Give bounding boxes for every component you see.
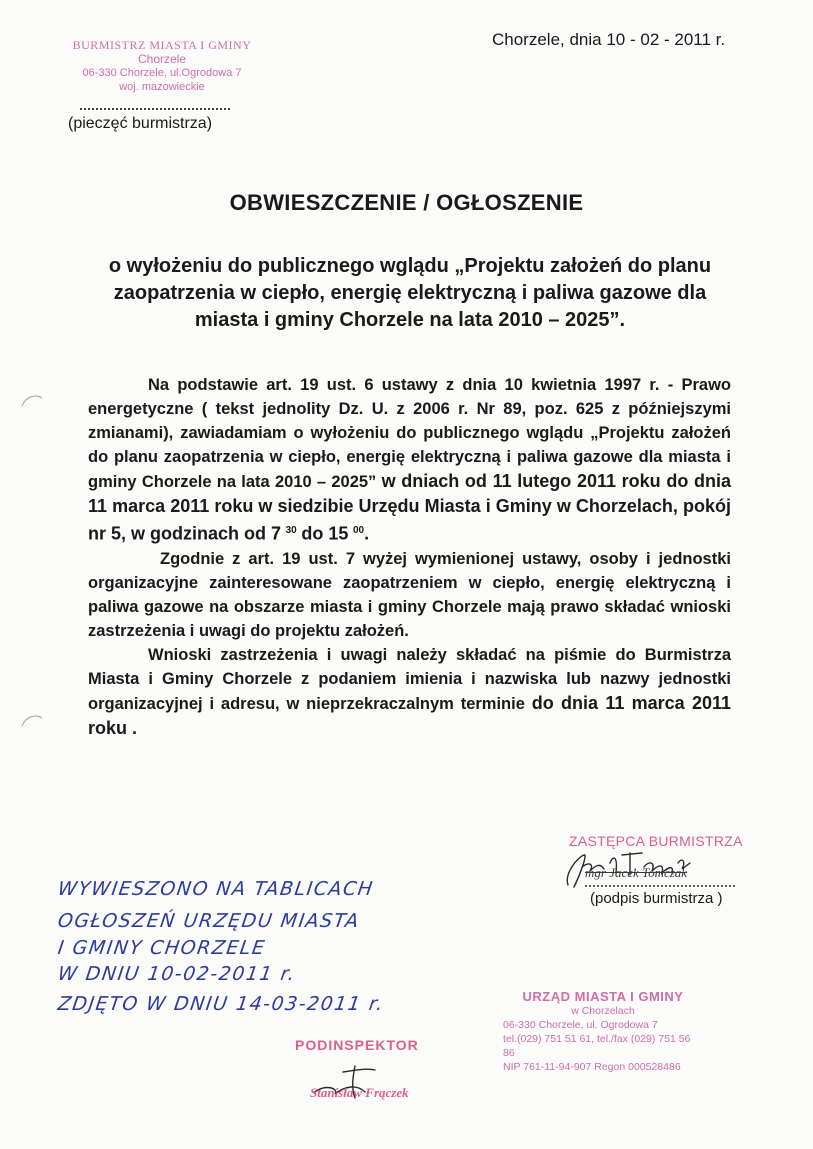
time-end-minutes: 00: [352, 525, 365, 536]
handwritten-line-2: OGŁOSZEŃ URZĘDU MIASTA: [56, 910, 362, 932]
paragraph-1-end: .: [364, 523, 370, 544]
paragraph-1: [88, 373, 731, 547]
paragraph-3-text-b: do dnia 11 marca 2011 roku .: [88, 692, 731, 738]
punch-hole-mark-icon: [20, 710, 44, 730]
deputy-mayor-stamp: ZASTĘPCA BURMISTRZA: [569, 833, 743, 849]
handwritten-line-3: I GMINY CHORZELE: [56, 937, 268, 959]
time-start-minutes: 30: [285, 525, 297, 536]
handwritten-line-5: ZDJĘTO W DNIU 14-03-2011 r.: [56, 993, 386, 1015]
paragraph-3-text-a: Wnioski zastrzeżenia i uwagi należy składać na piśmie do Burmistrza Miasta i Gminy Chorzele z podaniem imienia i nazwiska lub nazwy jednostki organizacyjnej i adresu, w nieprzekraczalnym terminie: [88, 645, 731, 713]
document-date: Chorzele, dnia 10 - 02 - 2011 r.: [492, 30, 726, 49]
document-title: OBWIESZCZENIE / OGŁOSZENIE: [229, 190, 584, 215]
signature-dotted-line: [585, 885, 735, 887]
seal-label: (pieczęć burmistrza): [68, 115, 213, 132]
handwritten-line-1: WYWIESZONO NA TABLICACH: [56, 878, 376, 900]
punch-hole-mark-icon: [20, 390, 44, 410]
office-stamp-line5: NIP 761-11-94-907 Regon 000528486: [503, 1061, 681, 1073]
paragraph-2: Zgodnie z art. 19 ust. 7 wyżej wymienionej ustawy, osoby i jednostki organizacyjne zainteresowane zaopatrzeniem w ciepło, energię elektryczną i paliwa gazowe na obszarze miasta i gminy Chorzele mają prawo składać wnioski zastrzeżenia i uwagi do projektu założeń.: [88, 549, 731, 640]
deputy-name: mgr Jacek Tomczak: [585, 865, 688, 880]
inspector-name: Stanisław Frączek: [310, 1085, 409, 1100]
office-stamp-line3: 06-330 Chorzele, ul. Ogrodowa 7: [503, 1019, 658, 1031]
mayor-stamp-line1: BURMISTRZ MIASTA I GMINY: [72, 38, 252, 52]
office-stamp-line2: w Chorzelach: [571, 1005, 635, 1017]
seal-dotted-line: [80, 108, 230, 110]
office-stamp-line4: tel.(029) 751 51 61, tel./fax (029) 751 56 86: [503, 1033, 691, 1059]
inspector-stamp: PODINSPEKTOR: [295, 1037, 419, 1053]
signature-label: (podpis burmistrza ): [590, 890, 723, 907]
mayor-stamp: [52, 38, 272, 94]
paragraph-3: [88, 643, 731, 741]
handwritten-line-4: W DNIU 10-02-2011 r.: [56, 963, 298, 985]
mayor-stamp-line3: 06-330 Chorzele, ul.Ogrodowa 7: [82, 67, 242, 79]
document-subject: o wyłożeniu do publicznego wglądu „Projektu założeń do planu zaopatrzenia w ciepło, energię elektryczną i paliwa gazowe dla miasta i gminy Chorzele na lata 2010 – 2025”.: [108, 255, 712, 331]
paragraph-1-text-b: w dniach od 11 lutego 2011 roku do dnia 11 marca 2011 roku w siedzibie Urzędu Miasta i Gminy w Chorzelach, pokój nr 5, w godzinach od 7: [88, 471, 731, 544]
paragraph-1-text-mid: do 15: [301, 523, 349, 544]
office-stamp: [503, 990, 703, 1074]
paragraph-1-text-a: Na podstawie art. 19 ust. 6 ustawy z dnia 10 kwietnia 1997 r. - Prawo energetyczne ( tekst jednolity Dz. U. z 2006 r. Nr 89, poz. 625 z późniejszymi zmianami), zawiadamiam o wyłożeniu do publicznego wglądu „Projektu założeń do planu zaopatrzenia w ciepło, energię elektryczną i paliwa gazowe dla miasta i gminy Chorzele na lata 2010 – 2025”: [88, 376, 731, 491]
mayor-stamp-line4: woj. mazowieckie: [119, 81, 205, 93]
mayor-stamp-line2: Chorzele: [137, 52, 187, 66]
office-stamp-line1: URZĄD MIASTA I GMINY: [522, 989, 684, 1004]
document-body: [88, 373, 731, 741]
